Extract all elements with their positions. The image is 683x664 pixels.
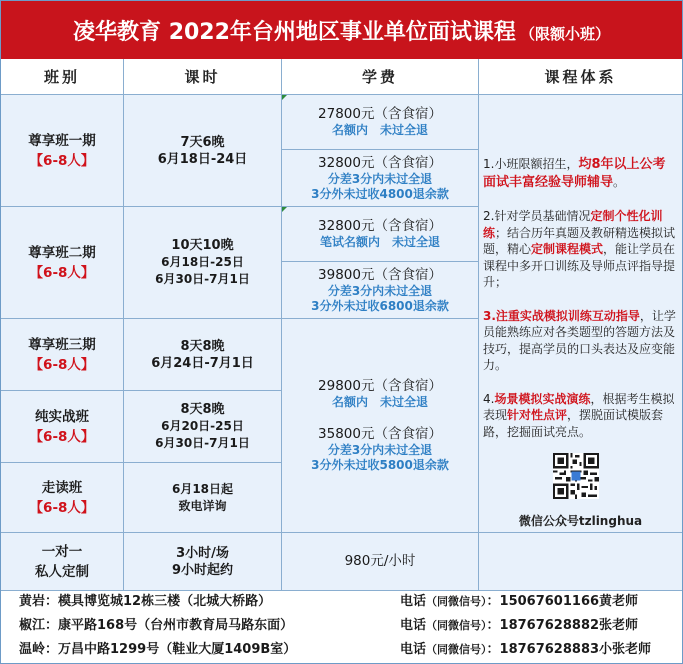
hours-cell <box>124 207 282 319</box>
class-name: 纯实战班 <box>35 408 89 425</box>
class-size: 【6-8人】 <box>29 499 95 516</box>
contact-footer <box>1 591 682 663</box>
fee-price: 32800元（含食宿） <box>318 154 442 171</box>
contact-row: 黄岩：模具博览城12栋三楼（北城大桥路） 电话（同微信号）：15067601166黄老师 <box>19 591 638 613</box>
hours-line: 8天8晚 <box>180 338 225 354</box>
fee-note: 名额内 未过全退 <box>331 395 428 409</box>
cell-marker <box>282 207 287 212</box>
contact-row: 椒江：康平路168号（台州市教育局马路东面） 电话（同微信号）：18767628882张老师 <box>19 615 638 637</box>
hours-line: 6月24日-7月1日 <box>151 355 254 371</box>
hours-line: 6月18日-25日 <box>161 255 244 269</box>
fee-price: 32800元（含食宿） <box>318 218 442 234</box>
fee-note: 分差3分内未过全退 <box>327 283 433 298</box>
hours-cell <box>124 95 282 207</box>
wechat-qr-code <box>553 453 599 499</box>
class-name: 尊享班一期 <box>28 132 96 149</box>
contact-phone: 电话（同微信号）：18767628883小张老师 <box>400 642 652 657</box>
contact-phone: 电话（同微信号）：15067601166黄老师 <box>400 594 639 609</box>
fee-note: 分差3分内未过全退 <box>327 171 433 186</box>
contact-address: 万昌中路1299号（鞋业大厦1409B室） <box>58 642 297 657</box>
fee-note: 笔试名额内 未过全退 <box>319 235 440 249</box>
fee-price: 27800元（含食宿） <box>318 106 442 122</box>
fee-note: 分差3分内未过全退 <box>327 443 433 457</box>
fee-note: 名额内 未过全退 <box>331 123 428 137</box>
wechat-account: 微信公众号tzlinghua <box>518 514 643 528</box>
hours-line: 6月18日起 <box>171 481 234 496</box>
class-name-cell <box>1 391 124 463</box>
class-name-cell <box>1 463 124 533</box>
class-name-cell <box>1 207 124 319</box>
system-point-3: 3.注重实战模拟训练互动指导，让学员能熟练应对各类题型的答题方法及技巧，提高学员的口头表达及应变能力。 <box>483 308 676 372</box>
hours-cell <box>124 533 282 591</box>
hours-cell <box>124 463 282 533</box>
contact-address: 康平路168号（台州市教育局马路东面） <box>58 618 294 633</box>
class-size: 【6-8人】 <box>29 152 95 169</box>
hours-line: 7天6晚 <box>180 134 225 150</box>
hours-cell <box>124 391 282 463</box>
fee-price: 35800元（含食宿） <box>318 426 442 442</box>
class-name: 尊享班三期 <box>28 336 96 353</box>
class-name-line2: 私人定制 <box>35 563 89 580</box>
page-subtitle: （限额小班） <box>519 24 610 43</box>
hours-cell <box>124 319 282 391</box>
blank-cell <box>479 533 682 591</box>
fee-cell <box>282 95 479 150</box>
col-header-hours: 课时 <box>124 59 282 95</box>
fee-cell <box>282 262 479 319</box>
hours-note: 致电详询 <box>178 498 227 513</box>
hours-line: 8天8晚 <box>180 402 225 417</box>
contact-row: 温岭：万昌中路1299号（鞋业大厦1409B室） 电话（同微信号）：18767628883小张老师 <box>19 639 651 661</box>
fee-note: 3分外未过收4800退余款 <box>311 186 449 201</box>
fee-cell <box>282 150 479 207</box>
class-size: 【6-8人】 <box>29 428 95 445</box>
title-bar <box>1 1 682 59</box>
hours-line: 6月20日-25日 <box>161 419 244 433</box>
class-name-cell <box>1 533 124 591</box>
class-size: 【6-8人】 <box>29 264 95 281</box>
fee-note: 3分外未过收6800退余款 <box>311 298 449 313</box>
hours-line: 6月18日-24日 <box>157 151 248 167</box>
hours-line: 9小时起约 <box>171 562 234 578</box>
fee-cell <box>282 207 479 262</box>
fee-price: 29800元（含食宿） <box>318 378 442 394</box>
hours-line: 10天10晚 <box>171 238 234 253</box>
col-header-class: 班别 <box>1 59 124 95</box>
system-point-1: 1.小班限额招生，均8年以上公考面试丰富经验导师辅导。 <box>483 157 666 190</box>
col-header-system: 课程体系 <box>479 59 682 95</box>
class-name: 走读班 <box>41 479 83 496</box>
contact-address: 模具博览城12栋三楼（北城大桥路） <box>58 594 272 609</box>
hours-line: 3小时/场 <box>176 545 229 561</box>
fee-cell-merged <box>282 319 479 533</box>
system-point-2: 2.针对学员基础情况定制个性化训练；结合历年真题及教研精选模拟试题，精心定制课程模式，能让学员在课程中多开口训练及导师点评指导提升； <box>483 209 676 289</box>
class-size: 【6-8人】 <box>29 356 95 373</box>
page-title: 凌华教育 2022年台州地区事业单位面试课程 <box>73 19 516 45</box>
class-name-cell <box>1 95 124 207</box>
fee-note: 3分外未过收5800退余款 <box>311 458 449 472</box>
contact-phone: 电话（同微信号）：18767628882张老师 <box>400 618 639 633</box>
hours-line: 6月30日-7月1日 <box>155 272 250 286</box>
class-name: 一对一 <box>41 543 83 560</box>
class-name: 尊享班二期 <box>28 244 96 261</box>
hours-line: 6月30日-7月1日 <box>155 436 250 450</box>
system-point-4: 4.场景模拟实战演练，根据考生模拟表现针对性点评，摆脱面试模版套路，挖掘面试亮点。 <box>483 391 675 439</box>
class-name-cell <box>1 319 124 391</box>
fee-cell <box>282 533 479 591</box>
cell-marker <box>282 95 287 100</box>
col-header-fee: 学费 <box>282 59 479 95</box>
fee-price: 980元/小时 <box>344 553 416 569</box>
fee-price: 39800元（含食宿） <box>318 266 442 283</box>
